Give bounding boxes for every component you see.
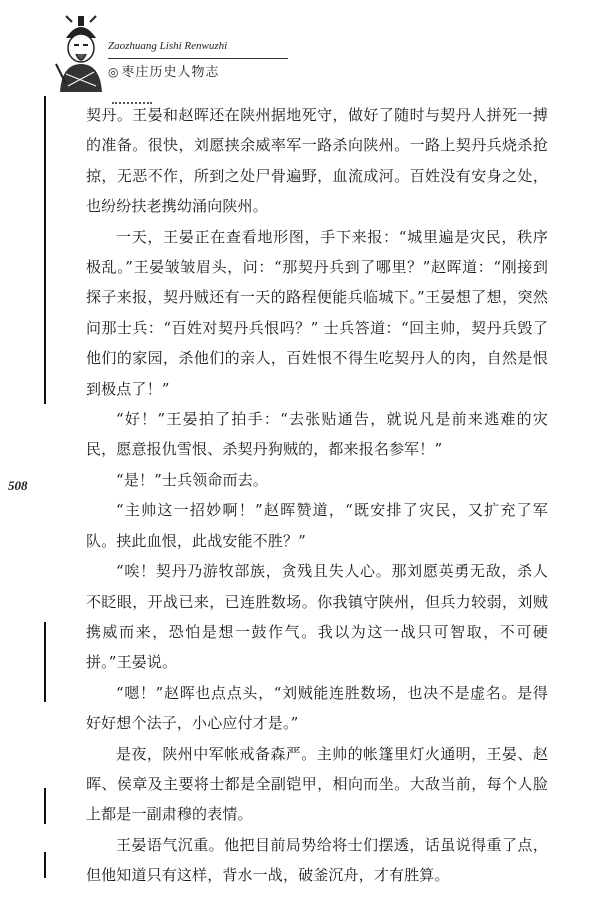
header-rule	[108, 58, 288, 59]
circle-mark-icon: ◎	[108, 65, 120, 79]
paragraph: “嗯！”赵晖也点点头，“刘贼能连胜数场，也决不是虚名。是得好好想个法子，小心应付才是。”	[86, 683, 548, 733]
series-title-cn: 枣庄历史人物志	[121, 65, 220, 80]
series-title-pinyin: Zaozhuang Lishi Renwuzhi	[108, 40, 228, 52]
paragraph: “是！”士兵领命而去。	[116, 470, 268, 489]
paragraph: 一天，王晏正在查看地形图，手下来报：“城里遍是灾民，秩序极乱。”王晏皱皱眉头，问：“那契丹兵到了哪里？”赵晖道：“刚接到探子来报，契丹贼还有一天的路程便能兵临城下。”王晏想了想，突然问那士兵：“百姓对契丹兵恨吗？” 士兵答道：“回主帅，契丹兵毁了他们的家园，杀他们的亲人，百姓恨不得生吃契丹人的肉，自然是恨到极点了！”	[86, 227, 548, 398]
warrior-portrait-icon	[52, 14, 110, 92]
paragraph: “主帅这一招妙啊！”赵晖赞道，“既安排了灾民，又扩充了军队。挟此血恨，此战安能不胜？”	[86, 501, 548, 550]
running-header	[52, 14, 292, 94]
paragraph: 契丹。王晏和赵晖还在陕州据地死守，做好了随时与契丹人拼死一搏的准备。很快，刘愿挟余威率军一路杀向陕州。一路上契丹兵烧杀抢掠，无恶不作，所到之处尸骨遍野，血流成河。百姓没有安身之处，也纷纷扶老携幼涌向陕州。	[86, 106, 548, 216]
margin-bar	[44, 622, 46, 702]
paragraph: “唉！契丹乃游牧部族，贪残且失人心。那刘愿英勇无敌，杀人不眨眼，开战已来，已连胜数场。你我镇守陕州，但兵力较弱，刘贼携威而来，恐怕是想一鼓作气。我以为这一战只可智取，不可硬拼。”王晏说。	[86, 562, 548, 672]
margin-bar	[44, 96, 46, 404]
paragraph: 王晏语气沉重。他把目前局势给将士们摆透，话虽说得重了点，但他知道只有这样，背水一战，破釜沉舟，才有胜算。	[86, 835, 548, 885]
paragraph: 是夜，陕州中军帐戒备森严。主帅的帐篷里灯火通明，王晏、赵晖、侯章及主要将士都是全副铠甲，相向而坐。大敌当前，每个人脸上都是一副肃穆的表情。	[86, 744, 548, 824]
series-title	[108, 61, 220, 80]
margin-bar	[44, 852, 46, 878]
body-text	[86, 100, 548, 891]
margin-bar	[44, 788, 46, 824]
page-number: 508	[8, 478, 28, 493]
paragraph: “好！”王晏拍了拍手：“去张贴通告，就说凡是前来逃难的灾民，愿意报仇雪恨、杀契丹狗贼的，都来报名参军！”	[86, 410, 548, 459]
